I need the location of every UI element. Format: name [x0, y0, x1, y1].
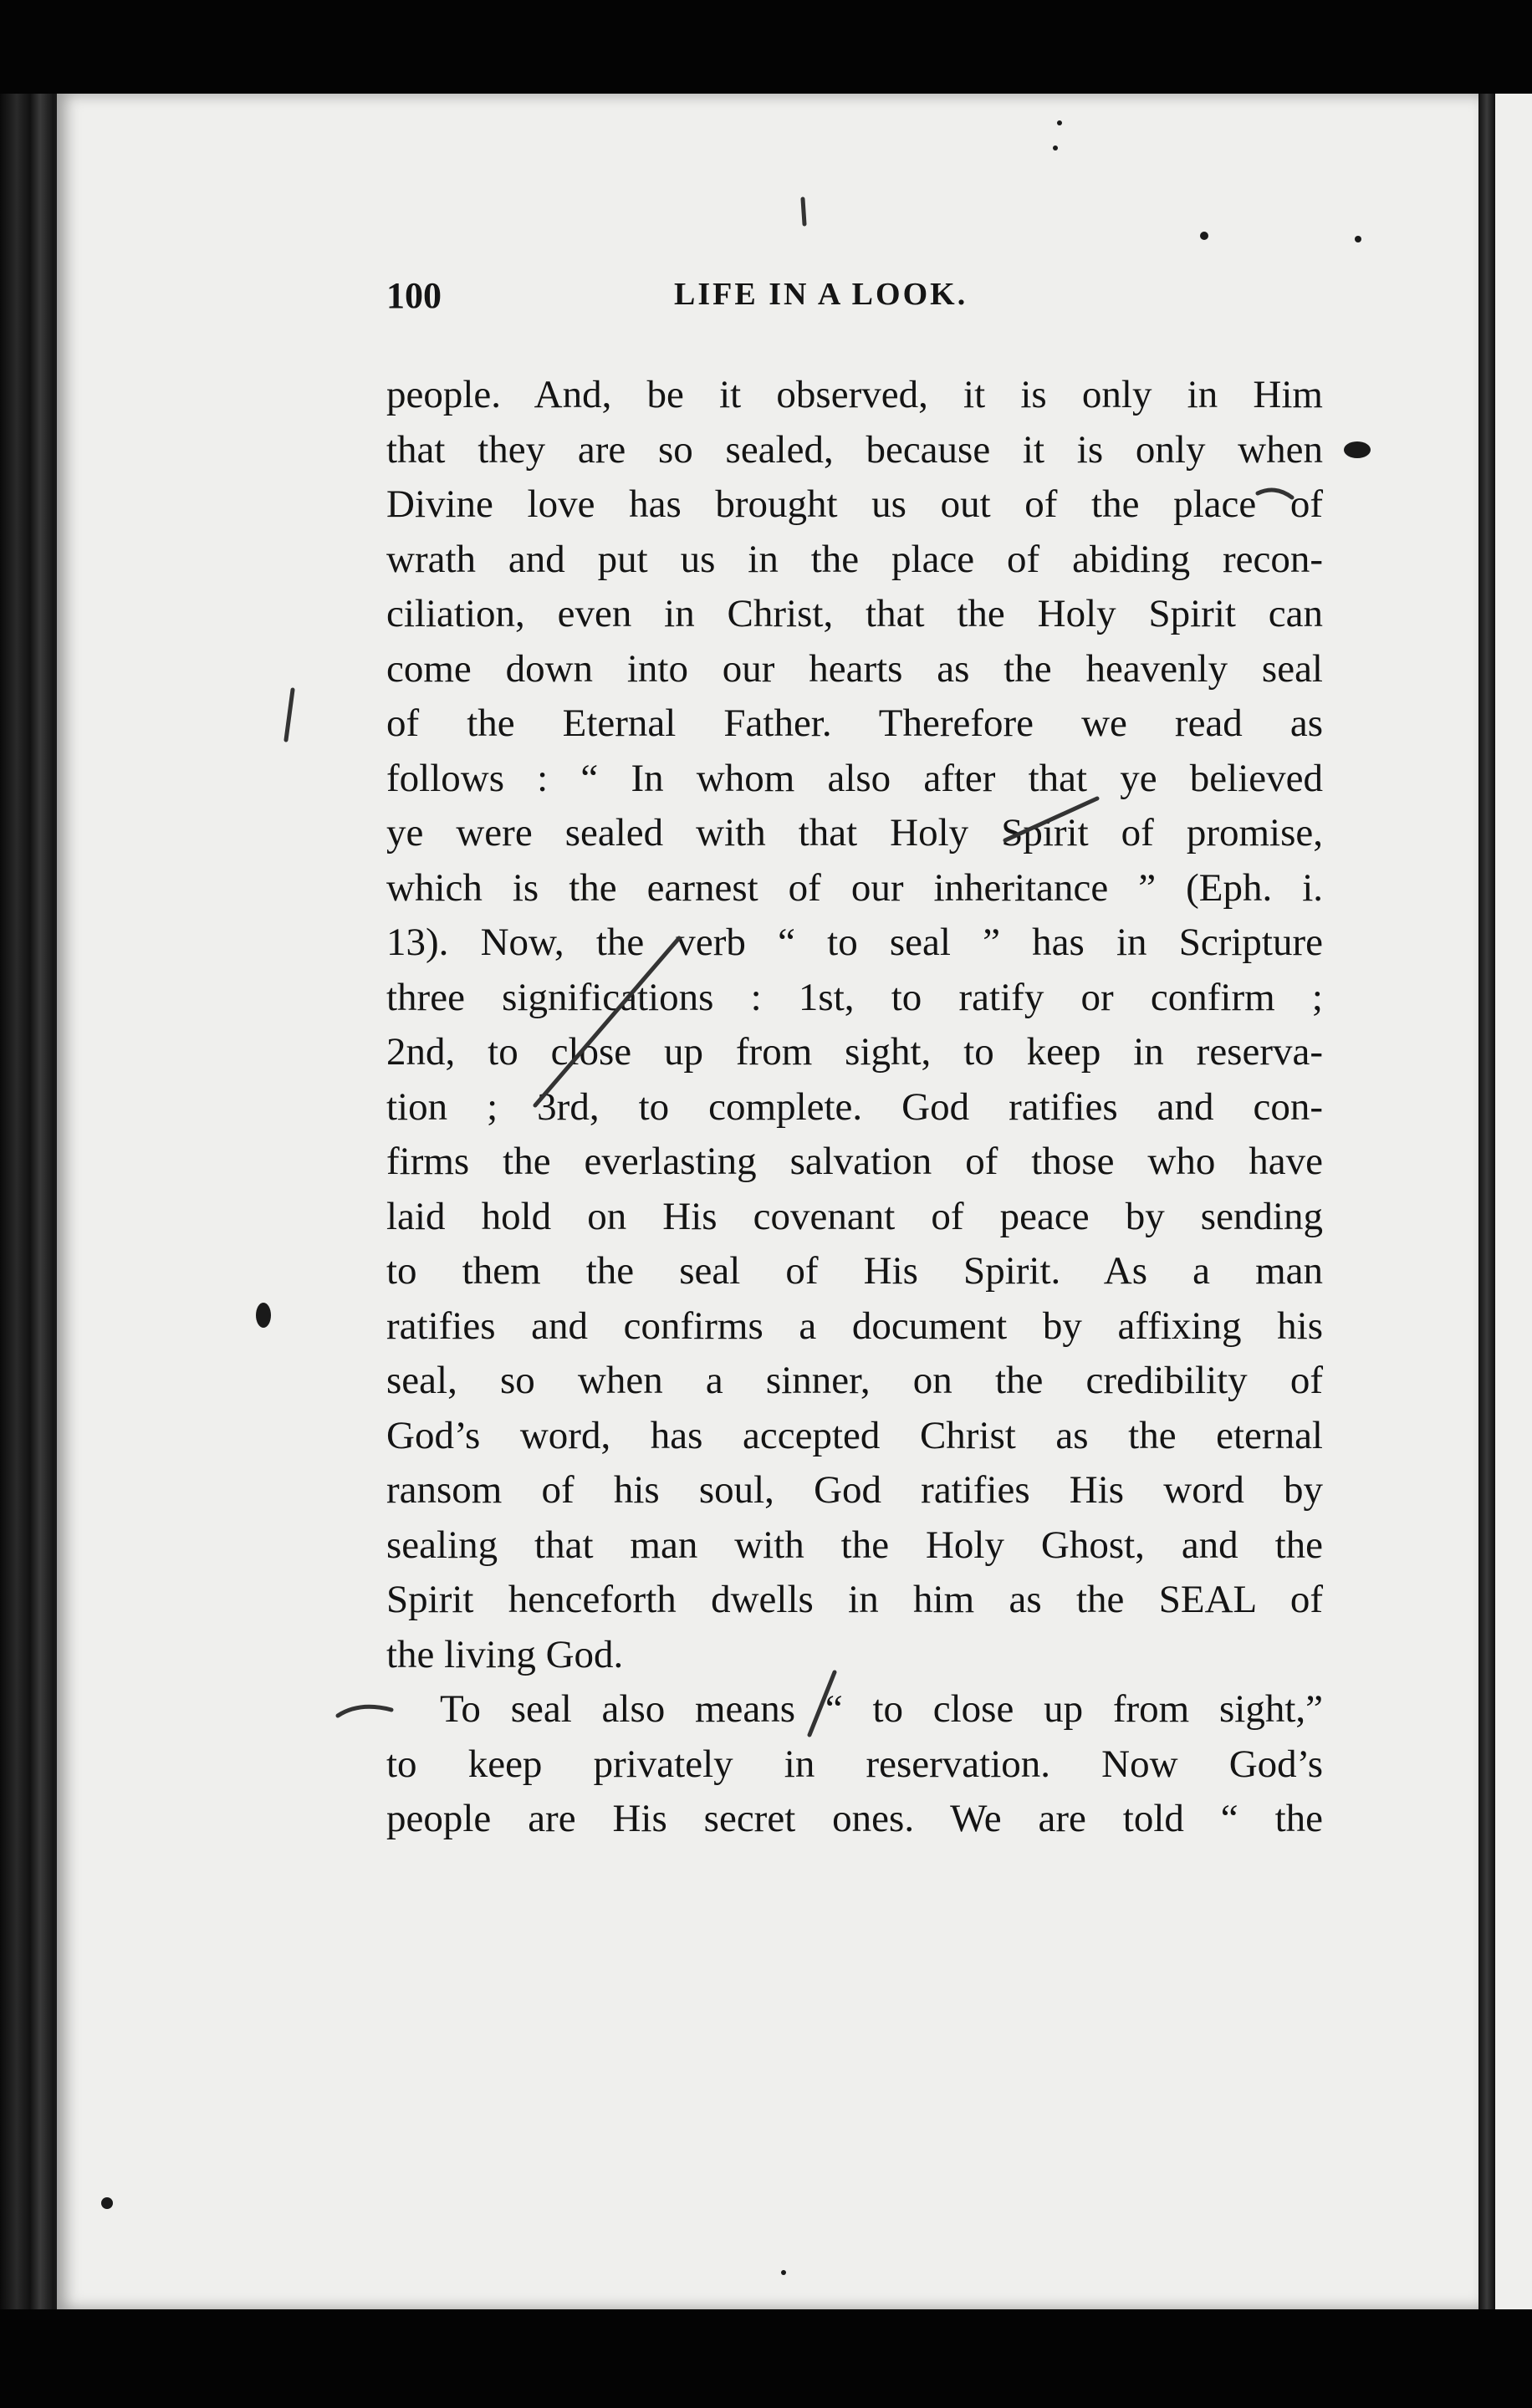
scan-border-bottom — [0, 2309, 1532, 2408]
text-line: ciliation, even in Christ, that the Holy Spirit can — [386, 592, 1323, 635]
text-line: wrath and put us in the place of abiding recon- — [386, 537, 1323, 581]
scan-border-top — [0, 0, 1532, 94]
text-line: ransom of his soul, God ratifies His word by — [386, 1468, 1323, 1512]
text-line: ratifies and confirms a document by affixing his — [386, 1303, 1323, 1348]
text-line: 13). Now, the verb “ to seal ” has in Scripture — [386, 921, 1323, 964]
text-line: that they are so sealed, because it is only when — [386, 427, 1323, 472]
facing-page-edge — [1478, 94, 1495, 2309]
text-line: To seal also means “ to close up from sight,” — [440, 1687, 1323, 1731]
text-line: tion ; 3rd, to complete. God ratifies and con- — [386, 1084, 1323, 1129]
running-title: LIFE IN A LOOK. — [674, 277, 968, 312]
page-number: 100 — [386, 275, 442, 316]
text-line: God’s word, has accepted Christ as the eternal — [386, 1413, 1323, 1457]
text-line: to them the seal of His Spirit. As a man — [386, 1249, 1323, 1293]
text-line: 2nd, to close up from sight, to keep in reserva- — [386, 1030, 1323, 1074]
text-line: of the Eternal Father. Therefore we read as — [386, 701, 1323, 745]
text-line: come down into our hearts as the heavenly seal — [386, 646, 1323, 691]
text-line: ye were sealed with that Holy Spirit of promise, — [386, 811, 1323, 855]
text-line: Divine love has brought us out of the place of — [386, 482, 1323, 526]
text-line: the living God. — [386, 1632, 624, 1676]
facing-page-strip — [1495, 94, 1532, 2309]
text-line: Spirit henceforth dwells in him as the SEAL of — [386, 1578, 1323, 1621]
text-line: firms the everlasting salvation of those who have — [386, 1140, 1323, 1183]
page-header — [386, 274, 1323, 324]
text-line: people are His secret ones. We are told “ the — [386, 1797, 1323, 1840]
body-text — [386, 368, 1323, 1847]
text-line: sealing that man with the Holy Ghost, and the — [386, 1523, 1323, 1567]
text-line: people. And, be it observed, it is only in Him — [386, 373, 1323, 416]
text-line: to keep privately in reservation. Now God’s — [386, 1742, 1323, 1786]
text-line: follows : “ In whom also after that ye believed — [386, 756, 1323, 800]
text-line: three significations : 1st, to ratify or confirm ; — [386, 975, 1323, 1019]
text-line: which is the earnest of our inheritance ” (Eph. i. — [386, 865, 1323, 910]
text-line: laid hold on His covenant of peace by sending — [386, 1194, 1323, 1238]
text-line: seal, so when a sinner, on the credibility of — [386, 1359, 1323, 1402]
